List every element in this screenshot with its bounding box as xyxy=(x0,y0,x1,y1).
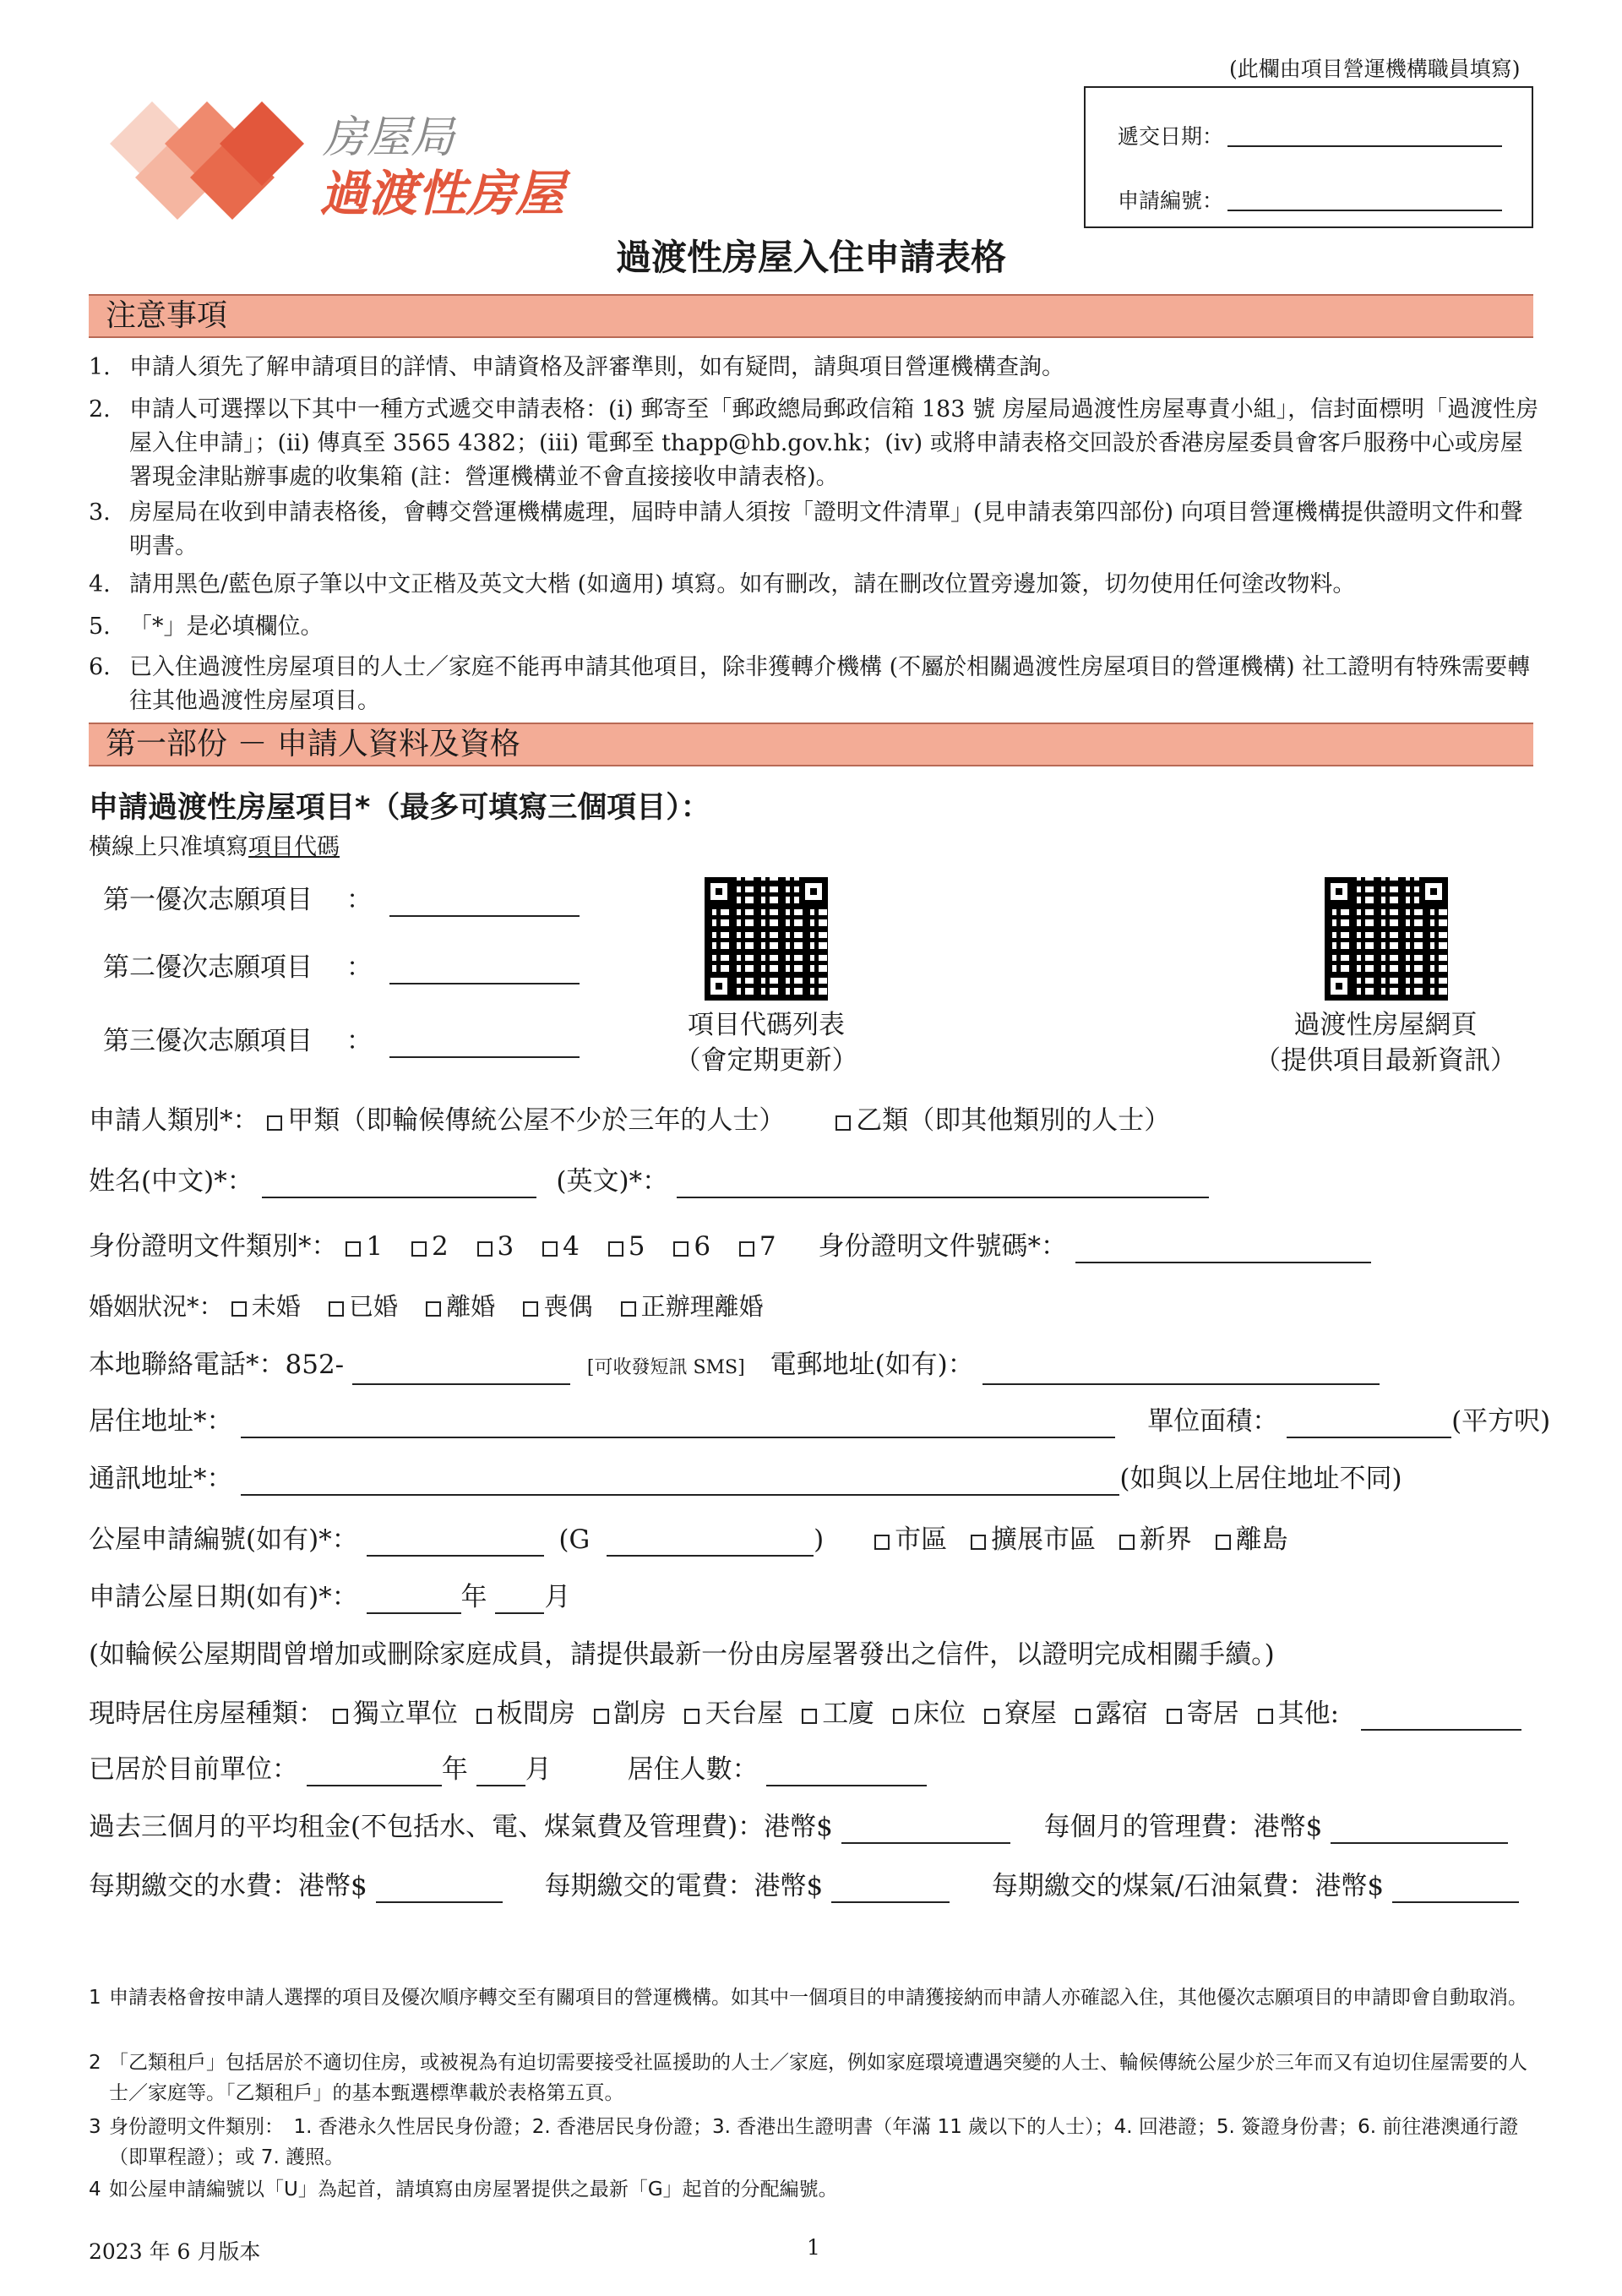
water-fee-field[interactable] xyxy=(376,1876,503,1903)
name-row: 姓名(中文)*： (英文)*： xyxy=(89,1164,1209,1198)
footnote-3: 3 身份證明文件類別： 1. 香港永久性居民身份證；2. 香港居民身份證；3. 香港出生證明書（年滿 11 歲以下的人士）；4. 回港證；5. 簽證身份書；6. 前往港澳通行證（即單程證）；或 7. 護照。 xyxy=(89,2116,1519,2168)
footnote-2: 2 「乙類租戶」包括居於不適切住房，或被視為有迫切需要接受社區援助的人士／家庭，例如家庭環境遭遇突變的人士、輪候傳統公屋少於三年而又有迫切住屋需要的人士／家庭等。「乙類租戶」的基本甄選標準載於表格第五頁。 xyxy=(89,2052,1527,2104)
marital-divorced-checkbox[interactable] xyxy=(426,1301,441,1317)
id-type-6-checkbox[interactable] xyxy=(673,1241,689,1257)
choice-1-field[interactable] xyxy=(389,890,580,917)
footnote-1: 1 申請表格會按申請人選擇的項目及優次順序轉交至有關項目的營運機構。如其中一個項目的申請獲接納而申請人亦確認入住，其他優次志願項目的申請即會自動取消。 xyxy=(89,1987,1527,2009)
projects-title: 申請過渡性房屋項目*（最多可填寫三個項目）： xyxy=(89,791,710,825)
application-no-label: 申請編號： xyxy=(1118,188,1224,213)
marital-married-checkbox[interactable] xyxy=(329,1301,344,1317)
housing-partition-checkbox[interactable] xyxy=(476,1709,492,1724)
choice-2-row: 第二優次志願項目 ： xyxy=(103,951,580,984)
district-islands-checkbox[interactable] xyxy=(1216,1535,1231,1550)
marital-row: 婚姻狀況*： 未婚 已婚 離婚 喪偶 正辦理離婚 xyxy=(89,1292,764,1321)
ph-month-field[interactable] xyxy=(495,1587,544,1614)
footnote-4: 4 如公屋申請編號以「U」為起首，請填寫由房屋署提供之最新「G」起首的分配編號。 xyxy=(89,2179,838,2201)
housing-squatter-checkbox[interactable] xyxy=(984,1709,999,1724)
id-type-5-checkbox[interactable] xyxy=(608,1241,623,1257)
electric-fee-field[interactable] xyxy=(831,1876,950,1903)
utilities-row: 每期繳交的水費：港幣$ 每期繳交的電費：港幣$ 每期繳交的煤氣/石油氣費：港幣$ xyxy=(89,1869,1519,1903)
project-code-qr[interactable] xyxy=(705,877,828,1001)
qr1-caption: 項目代碼列表 （會定期更新） xyxy=(674,1010,858,1076)
id-type-2-checkbox[interactable] xyxy=(411,1241,427,1257)
id-type-7-checkbox[interactable] xyxy=(739,1241,754,1257)
ph-app-g-field[interactable] xyxy=(607,1530,814,1557)
submit-date-label: 遞交日期： xyxy=(1118,124,1224,149)
form-version: 2023 年 6 月版本 xyxy=(89,2239,261,2264)
ph-year-field[interactable] xyxy=(367,1587,461,1614)
housing-flat-checkbox[interactable] xyxy=(333,1709,348,1724)
id-type-3-checkbox[interactable] xyxy=(477,1241,493,1257)
applicant-type-row: 申請人類別*： 甲類（即輪候傳統公屋不少於三年的人士） 乙類（即其他類別的人士） xyxy=(89,1105,1171,1136)
staff-use-box xyxy=(1084,86,1533,228)
form-title: 過渡性房屋入住申請表格 xyxy=(615,237,1006,278)
housing-bureau-logo xyxy=(101,85,574,237)
submit-date-field[interactable] xyxy=(1227,117,1502,147)
housing-type-row: 現時居住房屋種類： 獨立單位 板間房 劏房 天台屋 工廈 床位 寮屋 露宿 寄居 其他: xyxy=(89,1697,1521,1731)
marital-divorcing-checkbox[interactable] xyxy=(621,1301,636,1317)
mgmt-fee-field[interactable] xyxy=(1331,1817,1508,1844)
note-1: 1. 申請人須先了解申請項目的詳情、申請資格及評審準則，如有疑問，請與項目營運機構查詢。 xyxy=(89,354,1064,380)
housing-lodging-checkbox[interactable] xyxy=(1167,1709,1182,1724)
application-no-field[interactable] xyxy=(1227,181,1502,211)
district-urban-checkbox[interactable] xyxy=(874,1535,890,1550)
type-b-checkbox[interactable] xyxy=(835,1115,851,1131)
mail-address-field[interactable] xyxy=(241,1469,1119,1496)
page-number: 1 xyxy=(807,2235,820,2260)
choice-3-row: 第三優次志願項目 ： xyxy=(103,1024,580,1058)
ph-app-row: 公屋申請編號(如有)*： (G ) 市區 擴展市區 新界 離島 xyxy=(89,1524,1288,1555)
lived-months-field[interactable] xyxy=(476,1759,525,1786)
housing-other-field[interactable] xyxy=(1361,1704,1521,1731)
ph-date-row: 申請公屋日期(如有)*： 年 月 xyxy=(89,1582,571,1612)
occupants-field[interactable] xyxy=(766,1759,927,1786)
projects-hint: 橫線上只准填寫項目代碼 xyxy=(89,834,340,860)
part1-section-header: 第一部份 － 申請人資料及資格 xyxy=(89,723,1533,766)
ph-app-no-field[interactable] xyxy=(367,1530,544,1557)
rent-row: 過去三個月的平均租金(不包括水、電、煤氣費及管理費)：港幣$ 每個月的管理費：港幣$ xyxy=(89,1810,1508,1844)
housing-street-checkbox[interactable] xyxy=(1075,1709,1091,1724)
id-no-field[interactable] xyxy=(1075,1236,1371,1263)
gas-fee-field[interactable] xyxy=(1392,1876,1519,1903)
staff-use-note: (此欄由項目營運機構職員填寫) xyxy=(1229,57,1521,81)
notes-section-header: 注意事項 xyxy=(89,294,1533,338)
name-en-field[interactable] xyxy=(677,1171,1209,1198)
district-nt-checkbox[interactable] xyxy=(1119,1535,1135,1550)
phone-field[interactable] xyxy=(352,1358,570,1385)
id-type-1-checkbox[interactable] xyxy=(346,1241,361,1257)
note-6: 6. 已入住過渡性房屋項目的人士／家庭不能再申請其他項目，除非獲轉介機構 (不屬於相關過渡性房屋項目的營運機構) 社工證明有特殊需要轉往其他過渡性房屋項目。 xyxy=(89,654,1531,714)
address-row: 居住地址*： 單位面積： (平方呎) xyxy=(89,1406,1551,1437)
email-field[interactable] xyxy=(982,1358,1380,1385)
transitional-housing-website-qr[interactable] xyxy=(1325,877,1448,1001)
note-4: 4. 請用黑色/藍色原子筆以中文正楷及英文大楷 (如適用) 填寫。如有刪改，請在刪改位置旁邊加簽，切勿使用任何塗改物料。 xyxy=(89,571,1356,597)
id-type-row: 身份證明文件類別*： 1 2 3 4 5 6 7 身份證明文件號碼*： xyxy=(89,1230,1371,1263)
rent-field[interactable] xyxy=(841,1817,1010,1844)
lived-years-field[interactable] xyxy=(307,1759,442,1786)
address-field[interactable] xyxy=(241,1411,1115,1438)
district-extended-urban-checkbox[interactable] xyxy=(971,1535,986,1550)
area-field[interactable] xyxy=(1287,1411,1451,1438)
choice-1-row: 第一優次志願項目 ： xyxy=(103,883,580,917)
name-cn-field[interactable] xyxy=(262,1171,536,1198)
note-5: 5. 「*」是必填欄位。 xyxy=(89,614,324,640)
housing-subdivided-checkbox[interactable] xyxy=(594,1709,609,1724)
project-code-link: 項目代碼 xyxy=(248,834,340,860)
logo-line1: 房屋局 xyxy=(323,112,455,163)
marital-widowed-checkbox[interactable] xyxy=(523,1301,538,1317)
choice-2-field[interactable] xyxy=(389,957,580,984)
lived-row: 已居於目前單位： 年 月 居住人數： xyxy=(89,1753,927,1786)
housing-other-checkbox[interactable] xyxy=(1258,1709,1273,1724)
qr2-caption: 過渡性房屋網頁 （提供項目最新資訊） xyxy=(1255,1010,1516,1076)
marital-single-checkbox[interactable] xyxy=(231,1301,247,1317)
note-2: 2. 申請人可選擇以下其中一種方式遞交申請表格：(i) 郵寄至「郵政總局郵政信箱 183 號 房屋局過渡性房屋專責小組」，信封面標明「過渡性房屋入住申請」；(ii) 傳真至 3565 4382；(iii) 電郵至 thapp@hb.gov.hk；(iv) 或將申請表格交回設於香港房屋委員會客戶服務中心或房屋署現金津貼辦事處的收集箱 (註：營運機構並不會直接接收申請表格)。 xyxy=(89,396,1539,490)
housing-bedspace-checkbox[interactable] xyxy=(893,1709,908,1724)
phone-email-row: 本地聯絡電話*：852- [可收發短訊 SMS] 電郵地址(如有)： xyxy=(89,1348,1380,1385)
housing-rooftop-checkbox[interactable] xyxy=(684,1709,699,1724)
type-a-checkbox[interactable] xyxy=(267,1115,282,1131)
logo-chevron-icon xyxy=(101,85,321,237)
note-3: 3. 房屋局在收到申請表格後，會轉交營運機構處理，屆時申請人須按「證明文件清單」(見申請表第四部份) 向項目營運機構提供證明文件和聲明書。 xyxy=(89,499,1523,559)
choice-3-field[interactable] xyxy=(389,1031,580,1058)
mail-address-row: 通訊地址*： (如與以上居住地址不同) xyxy=(89,1464,1402,1494)
housing-industrial-checkbox[interactable] xyxy=(802,1709,817,1724)
id-type-4-checkbox[interactable] xyxy=(542,1241,558,1257)
logo-line2: 過渡性房屋 xyxy=(319,165,565,222)
family-change-note: (如輪候公屋期間曾增加或刪除家庭成員，請提供最新一份由房屋署發出之信件，以證明完成相關手續。) xyxy=(89,1639,1275,1670)
